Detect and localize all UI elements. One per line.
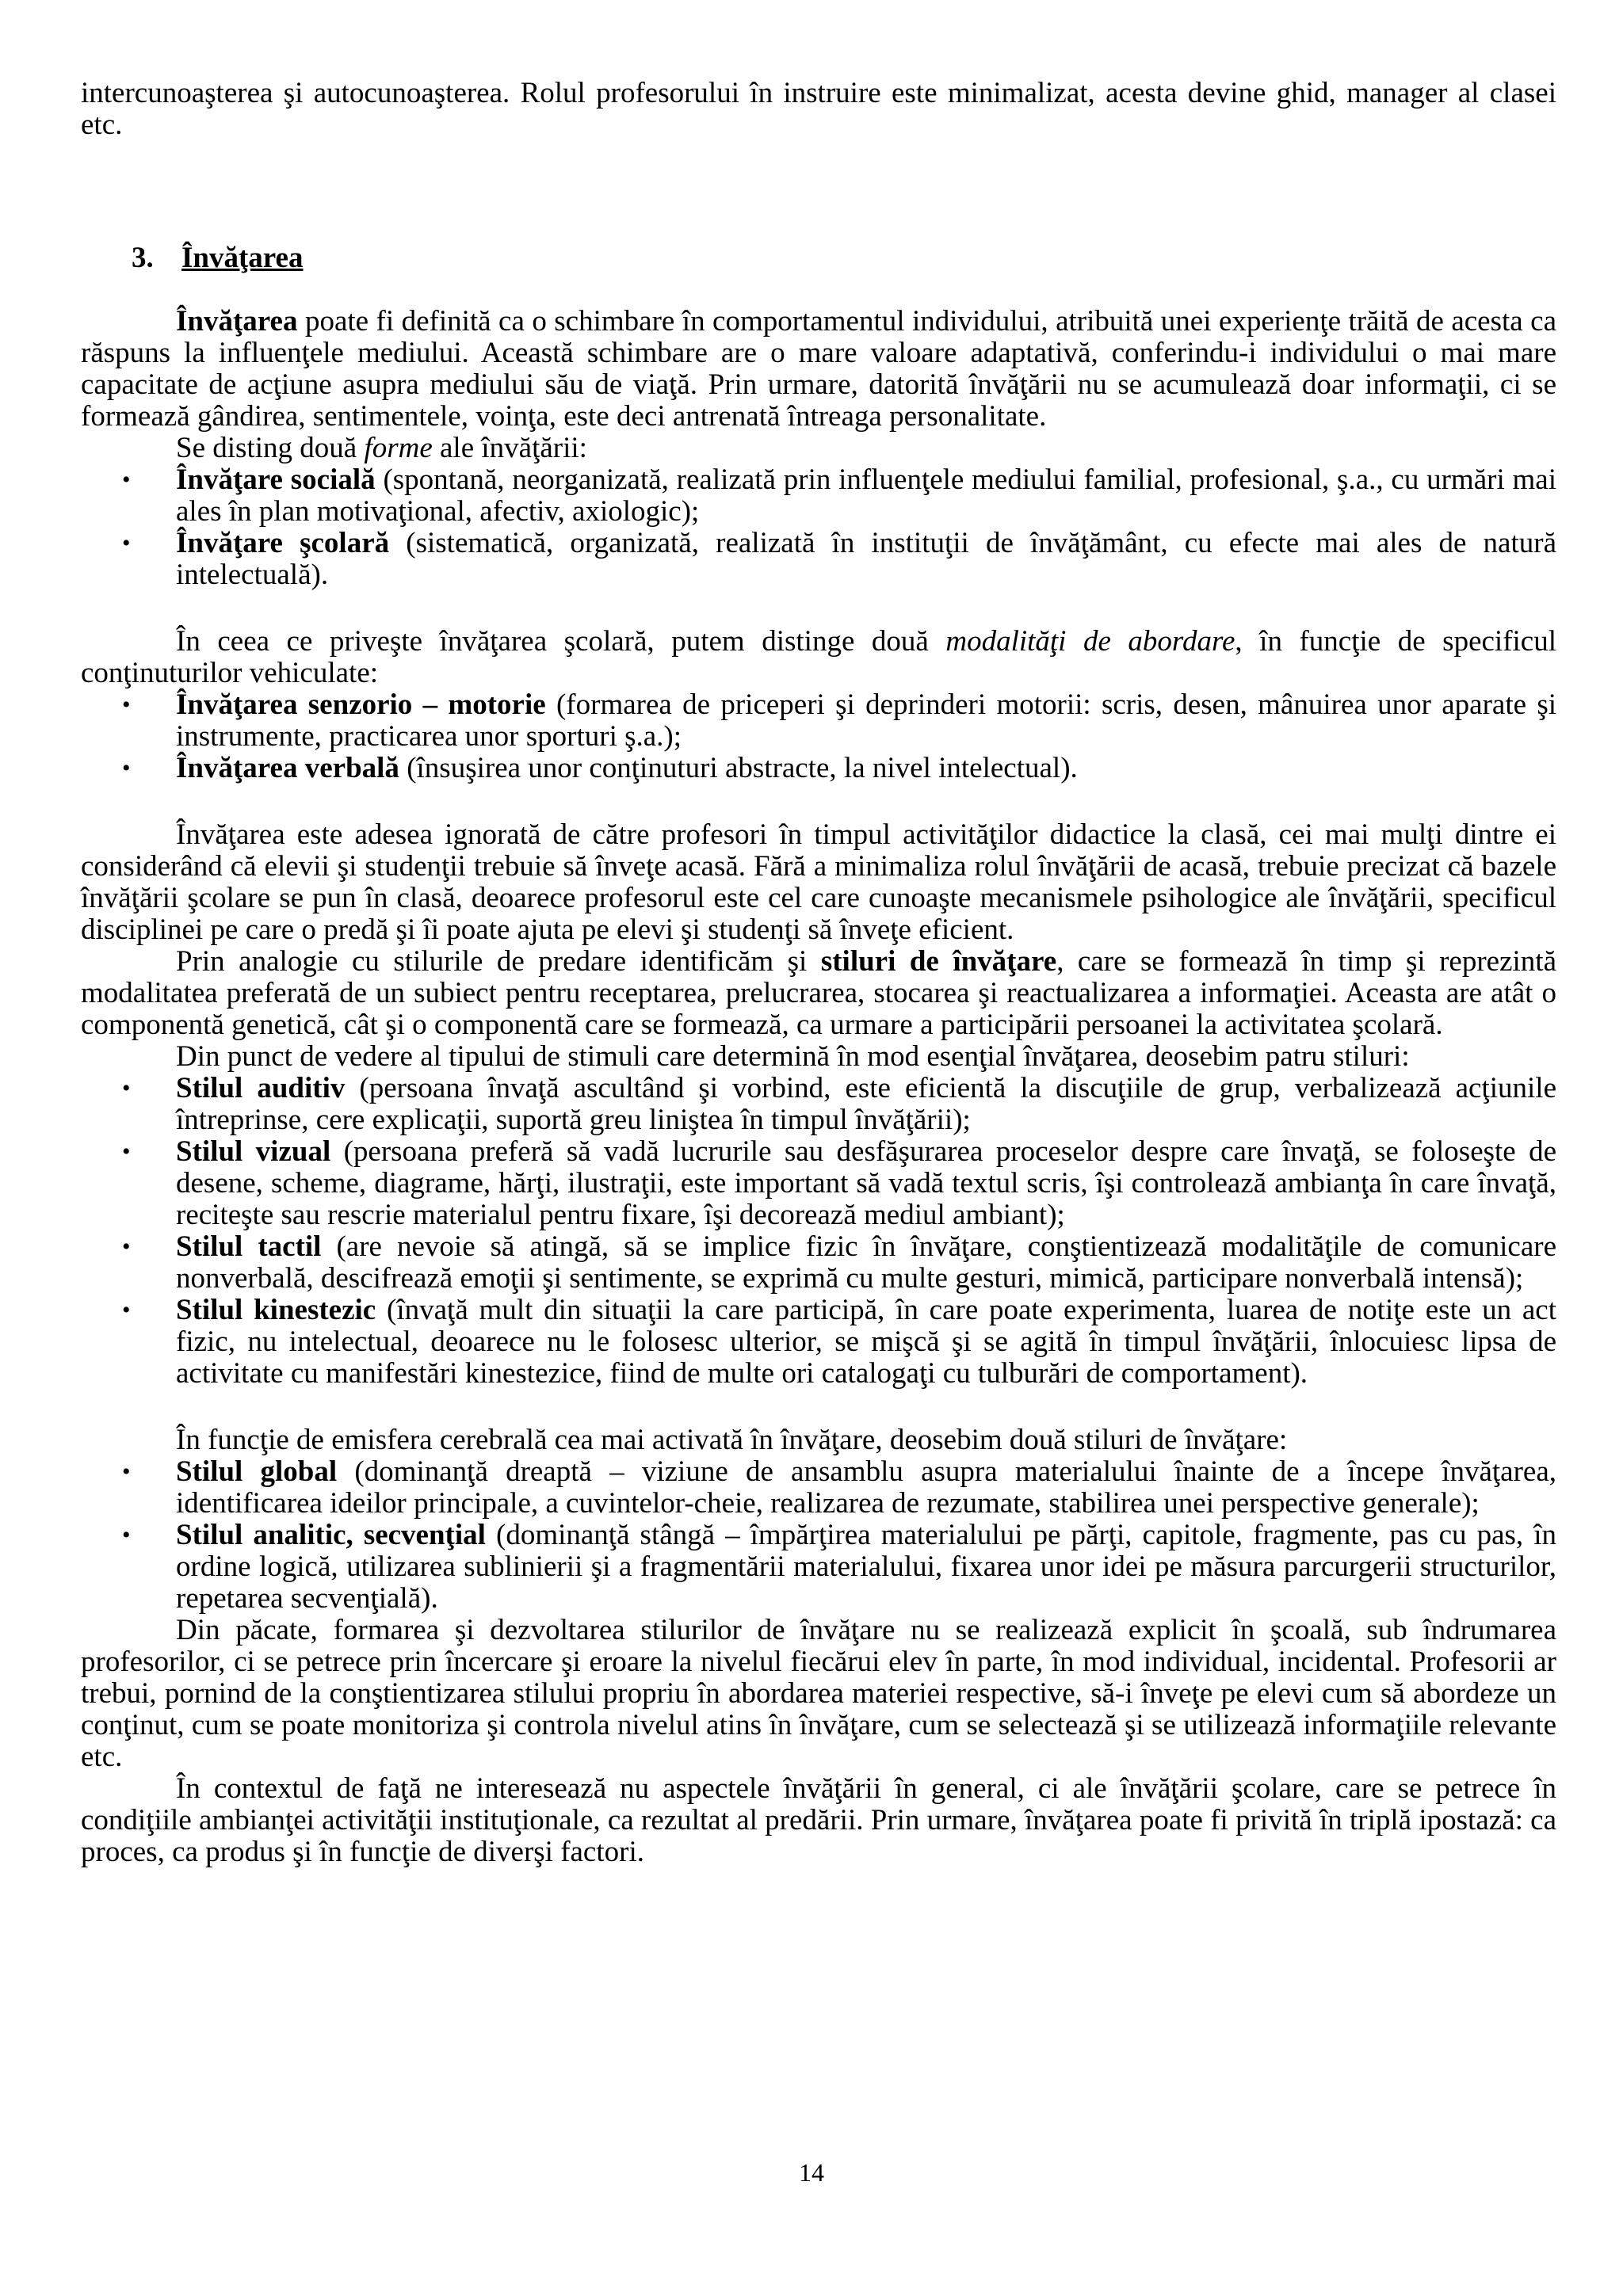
stimuli-paragraph: Din punct de vedere al tipului de stimuli care determină în mod esenţial învăţarea, deosebim patru stiluri: [176,1040,1410,1073]
list-item [81,1456,1556,1520]
list-item-text: (spontană, neorganizată, realizată prin influenţele mediului familial, profesional, ş.a., cu urmări mai ales în plan motivaţional, afectiv, axiologic); [176,463,1557,528]
bullet-icon: • [122,1138,131,1165]
list-item [81,528,1556,591]
modalities-text: În ceea ce priveşte învăţarea şcolară, putem distinge două [176,625,946,658]
hemisphere-styles-list [81,1456,1556,1615]
list-item-term: Învăţarea senzorio – motorie [176,688,546,721]
list-item [81,689,1556,753]
ignored-paragraph: Învăţarea este adesea ignorată de către profesori în timpul activităţilor didactice la clasă, cei mai mulţi dintre ei considerând că elevii şi studenţii trebuie să înveţe acasă. Fără a minimaliza rolul învăţării de acasă, trebuie precizat că bazele învăţării şcolare se pun în clasă, deoarece profesorul este cel care cunoaşte mecanismele psihologice ale învăţării, specificul disciplinei pe care o predă şi îi poate ajuta pe elevi şi studenţi să înveţe eficient. [81,818,1556,946]
context-paragraph: În contextul de faţă ne interesează nu aspectele învăţării în general, ci ale învăţării şcolare, care se petrece în condiţiile ambianţei activităţii instituţionale, ca rezultat al predării. Prin urmare, învăţarea poate fi privită în triplă ipostază: ca proces, ca produs şi în funcţie de diverşi factori. [81,1772,1556,1868]
page-number: 14 [799,2158,824,2187]
styles-text-end: , care se formează în timp şi reprezintă modalitatea preferată de un subiect pentru receptarea, prelucrarea, stocarea şi reactualizarea a informaţiei. Aceasta are atât o componentă genetică, cât şi o componentă care se formează, ca urmare a participării persoanei la activitatea şcolară. [81,945,1557,1041]
unfortunately-paragraph: Din păcate, formarea şi dezvoltarea stilurilor de învăţare nu se realizează explicit în şcoală, sub îndrumarea profesorilor, ci se petrece prin încercare şi eroare la nivelul fiecărui elev în parte, în mod individual, incidental. Profesorii ar trebui, pornind de la conştientizarea stilului propriu în abordarea materiei respective, să-i înveţe pe elevi cum să abordeze un conţinut, cum se poate monitoriza şi controla nivelul atins în învăţare, cum se selectează şi se utilizează informaţiile relevante etc. [81,1614,1556,1773]
list-item-term: Stilul global [176,1455,338,1488]
forms-intro-text-end: ale învăţării: [432,432,587,464]
list-item-text: (persoana preferă să vadă lucrurile sau desfăşurarea proceselor despre care învaţă, se foloseşte de desene, scheme, diagrame, hărţi, ilustraţii, este important să vadă textul scris, îşi controlează ambianţa în care învaţă, reciteşte sau rescrie materialul pentru fixare, îşi decorează mediul ambiant); [176,1135,1556,1231]
definition-term: Învăţarea [176,305,298,338]
modalities-list [81,689,1556,784]
bullet-icon: • [122,1075,131,1101]
list-item-term: Învăţare şcolară [176,527,390,559]
bullet-icon: • [122,755,131,781]
forms-intro-paragraph [81,433,1556,464]
list-item-text: (persoana învaţă ascultând şi vorbind, este eficientă la discuţiile de grup, verbalizează acţiunile întreprinse, cere explicaţii, suportă greu liniştea în timpul învăţării); [176,1072,1556,1136]
styles-paragraph [81,946,1556,1041]
list-item-text: (formarea de priceperi şi deprinderi motorii: scris, desen, mânuirea unor aparate şi instrumente, practicarea unor sporturi ş.a.); [176,688,1556,753]
list-item-text: (dominanţă stângă – împărţirea materialului pe părţi, capitole, fragmente, pas cu pas, în ordine logică, utilizarea sublinierii şi a fragmentării materialului, fixarea unor idei pe măsura parcurgerii structurilor, repetarea secvenţială). [176,1519,1556,1615]
intro-paragraph: intercunoaşterea şi autocunoaşterea. Rolul profesorului în instruire este minimalizat, acesta devine ghid, manager al clasei etc. [81,77,1556,141]
list-item-term: Stilul analitic, secvenţial [176,1519,486,1551]
bullet-icon: • [122,467,131,493]
list-item [81,1073,1556,1136]
bullet-icon: • [122,1297,131,1323]
hemisphere-paragraph: În funcţie de emisfera cerebrală cea mai activată în învăţare, deosebim două stiluri de învăţare: [176,1424,1288,1456]
list-item [81,1295,1556,1390]
forms-intro-emphasis: forme [364,432,433,464]
list-item [81,1520,1556,1615]
list-item [81,753,1556,784]
modalities-emphasis: modalităţi de abordare [945,625,1235,658]
list-item-term: Stilul tactil [176,1230,322,1263]
list-item-term: Stilul kinestezic [176,1294,376,1326]
styles-term: stiluri de învăţare [820,945,1057,978]
bullet-icon: • [122,1459,131,1485]
section-title: Învăţarea [181,242,304,274]
bullet-icon: • [122,530,131,556]
list-item [81,1136,1556,1231]
list-item-text: (sistematică, organizată, realizată în instituţii de învăţământ, cu efecte mai ales de natură intelectuală). [176,527,1557,591]
list-item-term: Stilul auditiv [176,1072,346,1104]
list-item-text: (însuşirea unor conţinuturi abstracte, la nivel intelectual). [399,752,1078,784]
list-item-term: Învăţarea verbală [176,752,399,784]
modalities-paragraph [81,626,1556,689]
document-page [81,78,1556,1868]
list-item [81,464,1556,528]
modalities-text-end: , în funcţie de specificul conţinuturilor vehiculate: [81,625,1556,689]
stimuli-styles-list [81,1073,1556,1390]
section-heading [132,242,1556,274]
definition-paragraph [81,306,1556,433]
list-item-text: (învaţă mult din situaţii la care participă, în care poate experimenta, luarea de notiţe este un act fizic, nu intelectual, deoarece nu le folosesc ulterior, se mişcă şi se agită în timpul învăţării, înlocuiesc lipsa de activitate cu manifestări kinestezice, fiind de multe ori catalogaţi cu tulburări de comportament). [176,1294,1556,1390]
forms-list [81,464,1556,591]
list-item-text: (are nevoie să atingă, să se implice fizic în învăţare, conştientizează modalităţile de comunicare nonverbală, descifrează emoţii şi sentimente, se exprimă cu multe gesturi, mimică, participare nonverbală intensă); [176,1230,1556,1295]
definition-text: poate fi definită ca o schimbare în comportamentul individului, atribuită unei experienţe trăită de acesta ca răspuns la influenţele mediului. Această schimbare are o mare valoare adaptativă, conferindu-i individului o mai mare capacitate de acţiune asupra mediului său de viaţă. Prin urmare, datorită învăţării nu se acumulează doar informaţii, ci se formează gândirea, sentimentele, voinţa, este deci antrenată întreaga personalitate. [81,305,1556,433]
bullet-icon: • [122,692,131,718]
list-item [81,1231,1556,1295]
section-number: 3. [132,242,154,274]
list-item-term: Învăţare socială [176,463,376,496]
forms-intro-text: Se disting două [176,432,365,464]
bullet-icon: • [122,1522,131,1548]
list-item-term: Stilul vizual [176,1135,331,1168]
list-item-text: (dominanţă dreaptă – viziune de ansamblu asupra materialului înainte de a începe învăţarea, identificarea ideilor principale, a cuvintelor-cheie, realizarea de rezumate, stabilirea unei perspective generale); [176,1455,1556,1520]
styles-text: Prin analogie cu stilurile de predare identificăm şi [176,945,821,978]
bullet-icon: • [122,1234,131,1260]
